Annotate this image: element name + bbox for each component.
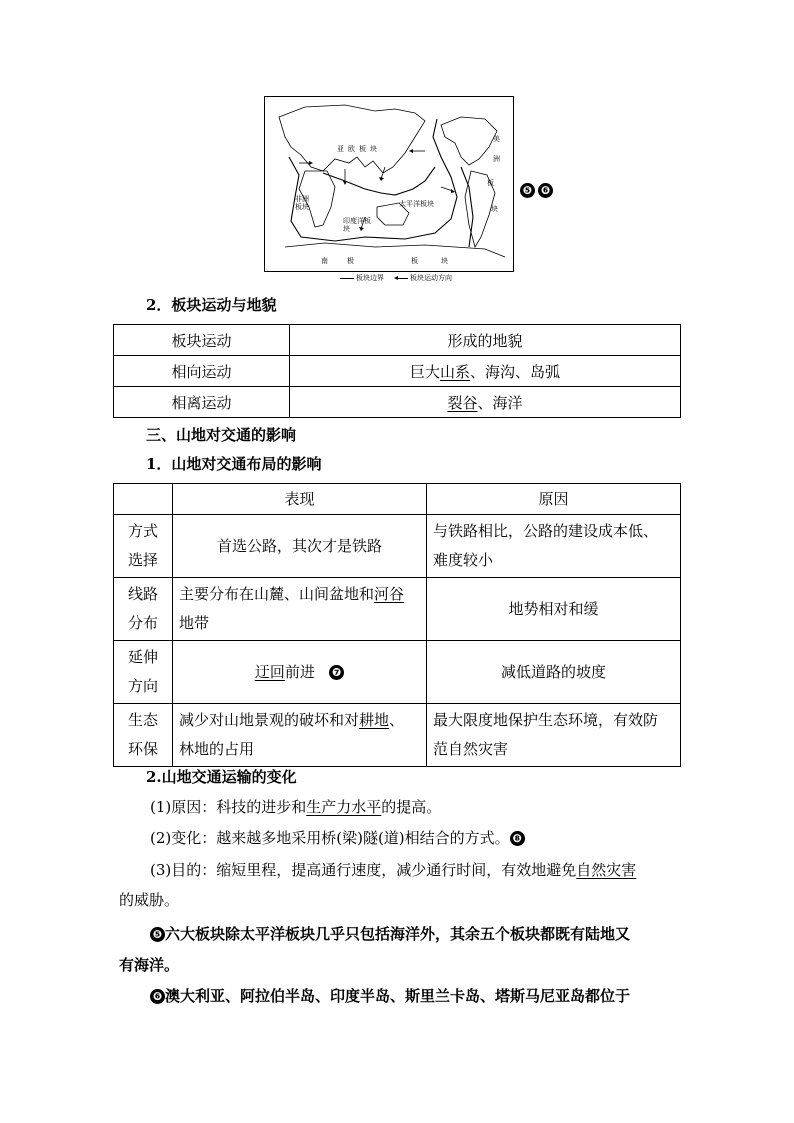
table-row — [114, 704, 681, 767]
note-6 — [150, 986, 630, 1006]
landform-cell — [290, 356, 681, 387]
label-african-plate: 非洲板块 — [295, 195, 309, 211]
text: 方式 — [127, 522, 158, 540]
header-cell: 原因 — [427, 484, 681, 515]
table-header-row — [114, 484, 681, 515]
underlined-text: 裂谷 — [447, 393, 478, 412]
performance-cell — [173, 641, 427, 704]
text: 难度较小 — [433, 551, 494, 569]
underlined-text: 耕地 — [359, 711, 390, 729]
section-heading-plate-motion: 2．板块运动与地貌 — [146, 296, 277, 314]
header-cell: 表现 — [173, 484, 427, 515]
mark-7-icon: ❼ — [329, 665, 344, 680]
item-change — [150, 828, 525, 848]
label-america-3: 板 — [487, 179, 494, 187]
row-label-cell — [114, 578, 173, 641]
text: (3)目的：缩短里程，提高通行速度，减少通行时间，有效地避免 — [150, 861, 577, 879]
label-antarctic-2: 极 — [347, 257, 354, 265]
label-antarctic-4: 块 — [441, 257, 448, 265]
note-5 — [150, 924, 630, 944]
row-label-cell — [114, 704, 173, 767]
label-america-1: 美 — [493, 135, 500, 143]
text: 生态 — [127, 711, 158, 729]
label-antarctic-1: 南 — [321, 257, 328, 265]
reason-cell — [427, 515, 681, 578]
mark-6-icon: ❻ — [150, 989, 165, 1004]
text: 与铁路相比，公路的建设成本低、 — [433, 522, 659, 540]
motion-cell: 相向运动 — [114, 356, 290, 387]
label-pacific-plate: 太平洋板块 — [399, 200, 434, 208]
performance-cell — [173, 578, 427, 641]
legend-direction: 板块运动方向 — [410, 274, 452, 282]
text: 线路 — [127, 585, 158, 603]
annotation-marks — [520, 180, 556, 199]
underlined-text: 自然灾害 — [576, 861, 637, 879]
landform-cell — [290, 387, 681, 418]
item-reason — [150, 797, 441, 817]
row-label-cell — [114, 515, 173, 578]
subheading-layout: 1．山地对交通布局的影响 — [146, 455, 322, 473]
row-label-cell — [114, 641, 173, 704]
header-cell: 形成的地貌 — [290, 325, 681, 356]
table-row — [114, 356, 681, 387]
text: 、海沟、岛弧 — [470, 362, 561, 381]
text: 的提高。 — [381, 798, 442, 816]
underlined-text: 生产力水平 — [306, 798, 382, 816]
legend-boundary: 板块边界 — [356, 274, 384, 282]
header-cell: 板块运动 — [114, 325, 290, 356]
text: 范自然灾害 — [433, 740, 509, 758]
table-row — [114, 578, 681, 641]
text: 延伸 — [127, 648, 158, 666]
text: 主要分布在山麓、山间盆地和 — [179, 585, 375, 603]
traffic-layout-table — [113, 483, 681, 767]
table-header-row — [114, 325, 681, 356]
text: 减少对山地景观的破坏和对 — [179, 711, 360, 729]
text: (1)原因：科技的进步和 — [150, 798, 307, 816]
label-america-2: 洲 — [493, 155, 500, 163]
plate-map-figure — [264, 96, 514, 272]
mark-8-icon: ❽ — [510, 831, 525, 846]
item-purpose — [150, 860, 636, 880]
reason-cell — [427, 704, 681, 767]
arrow-left-icon — [394, 275, 408, 281]
reason-cell: 减低道路的坡度 — [427, 641, 681, 704]
label-indian-plate: 印度洋板块 — [343, 217, 371, 233]
plate-map-graphic — [265, 97, 513, 271]
item-purpose-cont: 的威胁。 — [119, 891, 180, 909]
text: 澳大利亚、阿拉伯半岛、印度半岛、斯里兰卡岛、塔斯马尼亚岛都位于 — [165, 987, 631, 1005]
text: 环保 — [127, 740, 158, 758]
underlined-text: 河谷 — [374, 585, 405, 603]
note-5-cont: 有海洋。 — [119, 956, 180, 974]
text: 地带 — [179, 614, 210, 632]
table-row — [114, 641, 681, 704]
underlined-text: 迂回 — [254, 662, 285, 681]
label-eurasian-plate: 亚欧板块 — [337, 145, 381, 153]
text: 、海洋 — [477, 393, 523, 412]
mark-5-icon: ❺ — [520, 183, 535, 198]
motion-cell: 相离运动 — [114, 387, 290, 418]
text: 巨大 — [409, 362, 440, 381]
text: 、 — [389, 711, 405, 729]
text: 分布 — [127, 614, 158, 632]
text: (2)变化：越来越多地采用桥(梁)隧(道)相结合的方式。 — [150, 829, 510, 847]
boundary-line-swatch — [340, 278, 354, 279]
mark-5-icon: ❺ — [150, 927, 165, 942]
performance-cell: 首选公路，其次才是铁路 — [173, 515, 427, 578]
table-row — [114, 515, 681, 578]
section-heading-mountain-traffic: 三、山地对交通的影响 — [146, 426, 297, 444]
header-cell — [114, 484, 173, 515]
table-row — [114, 387, 681, 418]
label-antarctic-3: 板 — [411, 257, 418, 265]
text: 方向 — [127, 677, 158, 695]
plate-motion-table — [113, 324, 681, 418]
underlined-text: 山系 — [439, 362, 470, 381]
mark-6-icon: ❻ — [538, 183, 553, 198]
text: 最大限度地保护生态环境，有效防 — [433, 711, 659, 729]
label-america-4: 块 — [491, 205, 498, 213]
reason-cell: 地势相对和缓 — [427, 578, 681, 641]
text: 六大板块除太平洋板块几乎只包括海洋外，其余五个板块都既有陆地又 — [165, 925, 631, 943]
text: 前进 — [284, 662, 315, 681]
map-legend — [340, 273, 452, 283]
performance-cell — [173, 704, 427, 767]
subheading-transport-change: 2.山地交通运输的变化 — [146, 768, 297, 786]
text: 选择 — [127, 551, 158, 569]
text: 林地的占用 — [179, 740, 255, 758]
